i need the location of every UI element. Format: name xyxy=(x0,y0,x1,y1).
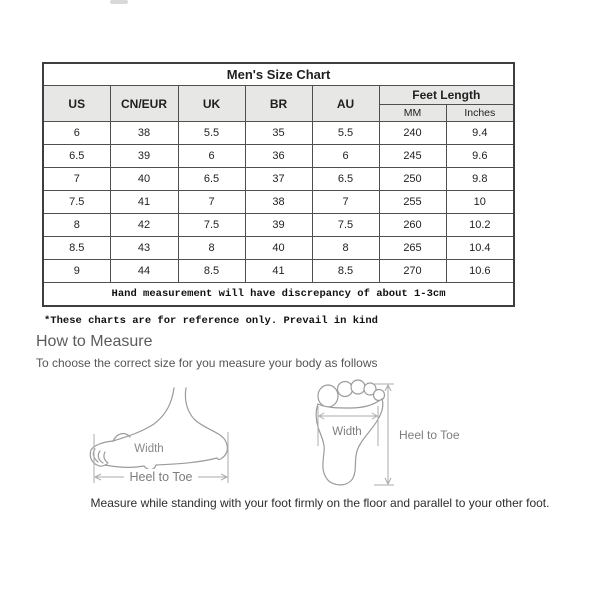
cell-cneur: 44 xyxy=(110,260,178,283)
reference-disclaimer: *These charts are for reference only. Prevail in kind xyxy=(44,315,378,327)
side-heel-to-toe-label: Heel to Toe xyxy=(129,470,193,484)
cell-us: 6 xyxy=(43,122,110,145)
col-header-uk: UK xyxy=(178,86,245,122)
cell-uk: 8 xyxy=(178,237,245,260)
cell-au: 8.5 xyxy=(312,260,379,283)
cell-br: 41 xyxy=(245,260,312,283)
cell-us: 6.5 xyxy=(43,145,110,168)
col-header-au: AU xyxy=(312,86,379,122)
cell-uk: 7 xyxy=(178,191,245,214)
measure-instruction-caption: Measure while standing with your foot firmly on the floor and parallel to your other foot. xyxy=(90,496,550,510)
cell-au: 5.5 xyxy=(312,122,379,145)
sole-foot-diagram xyxy=(312,378,472,490)
table-row xyxy=(43,214,514,237)
sole-heel-to-toe-label: Heel to Toe xyxy=(399,428,460,442)
cell-au: 8 xyxy=(312,237,379,260)
how-to-measure-heading: How to Measure xyxy=(36,333,153,350)
cell-inches: 9.4 xyxy=(446,122,514,145)
cell-inches: 9.8 xyxy=(446,168,514,191)
cell-uk: 5.5 xyxy=(178,122,245,145)
col-header-inches: Inches xyxy=(446,104,514,122)
cell-us: 7 xyxy=(43,168,110,191)
table-title-row xyxy=(43,63,514,86)
cell-uk: 6 xyxy=(178,145,245,168)
table-row xyxy=(43,145,514,168)
cell-au: 6 xyxy=(312,145,379,168)
side-foot-diagram xyxy=(86,386,236,488)
cell-br: 40 xyxy=(245,237,312,260)
cell-mm: 250 xyxy=(379,168,446,191)
toe xyxy=(351,380,365,394)
table-footer-row xyxy=(43,283,514,307)
heel-line xyxy=(185,388,227,460)
toe xyxy=(338,382,353,397)
how-to-measure-subtext: To choose the correct size for you measure your body as follows xyxy=(36,356,378,370)
table-row xyxy=(43,122,514,145)
cell-us: 9 xyxy=(43,260,110,283)
toe-detail-line xyxy=(104,452,108,463)
cell-mm: 270 xyxy=(379,260,446,283)
cell-br: 37 xyxy=(245,168,312,191)
cell-au: 7.5 xyxy=(312,214,379,237)
col-header-feet-length: Feet Length xyxy=(379,86,514,105)
cell-br: 38 xyxy=(245,191,312,214)
cell-us: 7.5 xyxy=(43,191,110,214)
cell-br: 35 xyxy=(245,122,312,145)
cell-mm: 260 xyxy=(379,214,446,237)
measurement-discrepancy-note: Hand measurement will have discrepancy of about 1-3cm xyxy=(43,283,514,307)
cell-inches: 10.4 xyxy=(446,237,514,260)
cell-br: 39 xyxy=(245,214,312,237)
table-header-row xyxy=(43,86,514,105)
table-row xyxy=(43,191,514,214)
side-width-label: Width xyxy=(134,443,164,455)
cell-uk: 6.5 xyxy=(178,168,245,191)
cell-inches: 10.6 xyxy=(446,260,514,283)
cell-cneur: 43 xyxy=(110,237,178,260)
col-header-us: US xyxy=(43,86,110,122)
cell-inches: 9.6 xyxy=(446,145,514,168)
cell-cneur: 39 xyxy=(110,145,178,168)
col-header-cneur: CN/EUR xyxy=(110,86,178,122)
cell-us: 8 xyxy=(43,214,110,237)
cell-us: 8.5 xyxy=(43,237,110,260)
size-chart xyxy=(42,62,513,307)
sole-width-label: Width xyxy=(332,426,362,438)
cell-cneur: 42 xyxy=(110,214,178,237)
cell-mm: 265 xyxy=(379,237,446,260)
cell-cneur: 41 xyxy=(110,191,178,214)
top-edge-artifact xyxy=(110,0,128,4)
cell-au: 7 xyxy=(312,191,379,214)
cell-uk: 8.5 xyxy=(178,260,245,283)
cell-mm: 255 xyxy=(379,191,446,214)
toe-detail-line xyxy=(98,451,103,463)
toe xyxy=(374,390,385,401)
table-row xyxy=(43,168,514,191)
table-row xyxy=(43,260,514,283)
size-chart-table xyxy=(42,62,515,307)
big-toe xyxy=(318,385,338,407)
table-row xyxy=(43,237,514,260)
table-title: Men's Size Chart xyxy=(43,63,514,86)
sole-outline xyxy=(316,399,383,485)
cell-br: 36 xyxy=(245,145,312,168)
cell-cneur: 40 xyxy=(110,168,178,191)
col-header-mm: MM xyxy=(379,104,446,122)
cell-mm: 245 xyxy=(379,145,446,168)
cell-au: 6.5 xyxy=(312,168,379,191)
cell-mm: 240 xyxy=(379,122,446,145)
cell-cneur: 38 xyxy=(110,122,178,145)
col-header-br: BR xyxy=(245,86,312,122)
cell-inches: 10.2 xyxy=(446,214,514,237)
sole-line xyxy=(105,458,217,470)
cell-uk: 7.5 xyxy=(178,214,245,237)
cell-inches: 10 xyxy=(446,191,514,214)
